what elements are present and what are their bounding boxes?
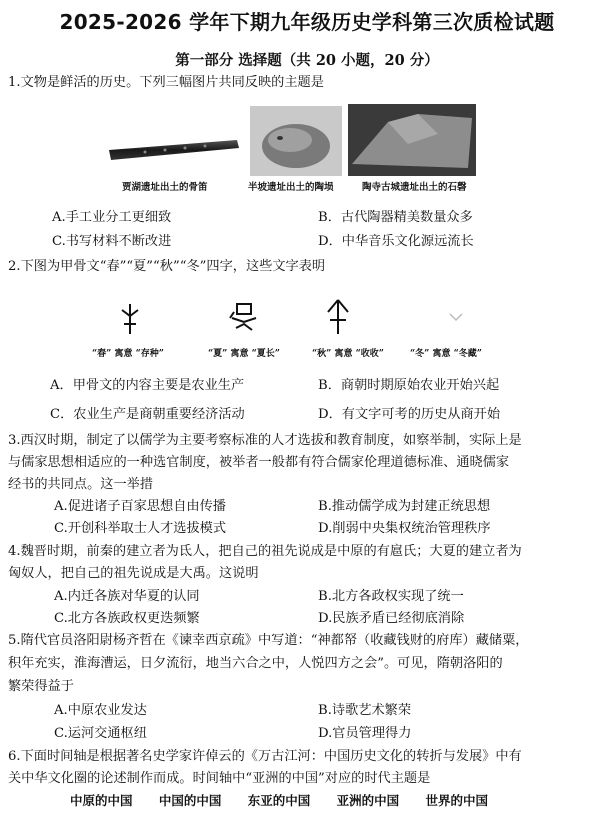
- q5-option-d: D.官员管理得力: [318, 726, 412, 741]
- q4-option-b: B.北方各政权实现了统一: [318, 589, 464, 604]
- q4-stem-line-2: 匈奴人，把自己的祖先说成是大禹。这说明: [8, 566, 259, 581]
- q5-option-b: B.诗歌艺术繁荣: [318, 703, 412, 718]
- q3-option-a: A.促进诸子百家思想自由传播: [54, 499, 226, 514]
- q5-stem-line-3: 繁荣得益于: [8, 679, 74, 694]
- pottery-xun-image: [250, 106, 342, 176]
- stone-chime-image: [348, 104, 476, 176]
- q4-option-c: C.北方各族政权更迭频繁: [54, 611, 200, 626]
- q1-option-d: D．中华音乐文化源远流长: [318, 234, 474, 249]
- q1-option-a: A.手工业分工更细致: [52, 210, 172, 225]
- page-title: 2025-2026 学年下期九年级历史学科第三次质检试题: [59, 10, 555, 34]
- oracle-spring-glyph: [112, 300, 148, 338]
- q4-option-a: A.内迁各族对华夏的认同: [54, 589, 200, 604]
- oracle-autumn-glyph: [320, 298, 356, 336]
- q5-stem-line-2: 积年充实，淮海漕运，日夕流衍，地当六合之中，人悦四方之会”。可见，隋朝洛阳的: [8, 656, 503, 671]
- q6-stem-line-1: 6.下面时间轴是根据著名史学家许倬云的《万古江河：中国历史文化的转折与发展》中有: [8, 749, 522, 764]
- timeline-item: 中原的中国: [70, 793, 133, 808]
- q1-caption-1: 贾湖遗址出土的骨笛: [122, 182, 208, 193]
- q2-caption-spring: “春” 寓意 “存种”: [92, 349, 164, 359]
- q2-stem: 2.下图为甲骨文“春”“夏”“秋”“冬”四字，这些文字表明: [8, 259, 326, 274]
- q1-option-b: B．古代陶器精美数量众多: [318, 210, 473, 225]
- q1-caption-3: 陶寺古城遗址出土的石磬: [362, 182, 467, 193]
- q3-stem-line-2: 与儒家思想相适应的一种选官制度，被举者一般都有符合儒家伦理道德标准、通晓儒家: [8, 455, 510, 470]
- timeline-item: 中国的中国: [158, 793, 222, 808]
- q2-option-a: A．甲骨文的内容主要是农业生产: [50, 378, 245, 393]
- q1-stem: 1.文物是鲜活的历史。下列三幅图片共同反映的主题是: [8, 75, 324, 90]
- q2-option-d: D．有文字可考的历史从商开始: [318, 407, 501, 422]
- q1-option-c: C.书写材料不断改进: [52, 234, 172, 249]
- q5-option-a: A.中原农业发达: [54, 703, 147, 718]
- q5-option-c: C.运河交通枢纽: [54, 726, 147, 741]
- q3-stem-line-3: 经书的共同点。这一举措: [8, 477, 154, 492]
- q5-stem-line-1: 5.隋代官员洛阳尉杨齐哲在《谏幸西京疏》中写道：“神都帑（收藏钱财的府库）藏储粟，: [8, 633, 529, 648]
- timeline-item: 东亚的中国: [247, 793, 311, 808]
- oracle-winter-glyph: [438, 304, 474, 342]
- q2-caption-autumn: “秋” 寓意 “收收”: [312, 349, 384, 359]
- q2-option-c: C．农业生产是商朝重要经济活动: [50, 407, 245, 422]
- q6-stem-line-2: 关中华文化圈的论述制作而成。时间轴中“亚洲的中国”对应的时代主题是: [8, 771, 431, 786]
- q4-stem-line-1: 4.魏晋时期，前秦的建立者为氐人，把自己的祖先说成是中原的有扈氏；大夏的建立者为: [8, 544, 522, 559]
- q1-caption-2: 半坡遗址出土的陶埙: [248, 182, 334, 193]
- section-heading: 第一部分 选择题（共 20 小题，20 分）: [175, 52, 439, 69]
- q3-option-d: D.削弱中央集权统治管理秩序: [318, 521, 491, 536]
- q6-timeline: [70, 791, 510, 809]
- q3-option-c: C.开创科举取士人才选拔模式: [54, 521, 227, 536]
- q3-option-b: B.推动儒学成为封建正统思想: [318, 499, 491, 514]
- oracle-summer-glyph: [226, 298, 262, 336]
- bone-flute-image: [105, 122, 243, 172]
- timeline-item: 亚洲的中国: [336, 793, 400, 808]
- timeline-item: 世界的中国: [425, 793, 489, 808]
- q4-option-d: D.民族矛盾已经彻底消除: [318, 611, 465, 626]
- q2-caption-winter: “冬” 寓意 “冬藏”: [410, 349, 482, 359]
- q2-caption-summer: “夏” 寓意 “夏长”: [208, 349, 280, 359]
- q2-option-b: B．商朝时期原始农业开始兴起: [318, 378, 500, 393]
- q3-stem-line-1: 3.西汉时期，制定了以儒学为主要考察标准的人才选拔和教育制度，如察举制，实际上是: [8, 433, 522, 448]
